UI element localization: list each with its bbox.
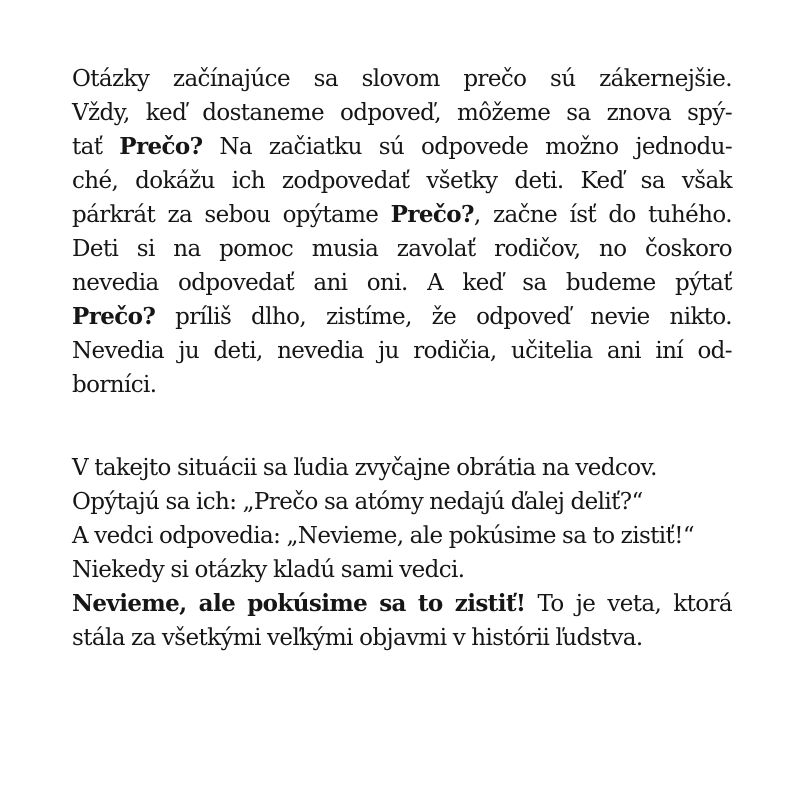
text-line bbox=[72, 300, 732, 334]
word: ktorá bbox=[673, 591, 732, 617]
word: znova bbox=[606, 100, 672, 126]
word: Nevedia bbox=[72, 338, 164, 364]
word: ani bbox=[313, 270, 348, 296]
word: dlho, bbox=[251, 304, 307, 330]
word: zavolať bbox=[396, 236, 476, 262]
text-line bbox=[72, 266, 732, 300]
word: začiatku bbox=[268, 134, 362, 160]
word: Nevieme, bbox=[72, 590, 187, 617]
paragraph-2 bbox=[72, 451, 732, 655]
word: Keď bbox=[580, 168, 624, 194]
word: je bbox=[575, 591, 596, 617]
word: pýtať bbox=[674, 270, 732, 296]
word: Otázky bbox=[72, 66, 150, 92]
word: párkrát bbox=[72, 202, 156, 228]
word: musia bbox=[311, 236, 379, 262]
word: spý- bbox=[687, 100, 732, 126]
word: jednodu- bbox=[635, 134, 732, 160]
word: ísť bbox=[569, 202, 597, 228]
word: odpovedať bbox=[177, 270, 294, 296]
word: nikto. bbox=[669, 304, 732, 330]
text-line bbox=[72, 96, 732, 130]
word: dokážu bbox=[135, 168, 215, 194]
text-line: V takejto situácii sa ľudia zvyčajne obrátia na vedcov. bbox=[72, 455, 657, 481]
word: pokúsime bbox=[247, 590, 368, 617]
word: príliš bbox=[175, 304, 232, 330]
word: ju bbox=[178, 338, 200, 364]
text-line bbox=[72, 130, 732, 164]
word: slovom bbox=[361, 66, 440, 92]
word: učitelia bbox=[510, 338, 593, 364]
word: odpoveď, bbox=[340, 100, 441, 126]
word: Na bbox=[219, 134, 253, 160]
word: nevedia bbox=[277, 338, 364, 364]
word: To bbox=[537, 591, 564, 617]
word: čoskoro bbox=[645, 236, 732, 262]
word: ale bbox=[198, 590, 236, 617]
text-line: Niekedy si otázky kladú sami vedci. bbox=[72, 557, 465, 583]
word: ani bbox=[606, 338, 641, 364]
text-line bbox=[72, 62, 732, 96]
word: tuhého. bbox=[648, 202, 732, 228]
word: rodičov, bbox=[494, 236, 581, 262]
word: Vždy, bbox=[72, 100, 130, 126]
word: Prečo?, bbox=[390, 201, 481, 228]
word: tať bbox=[72, 134, 103, 160]
text-line: stála za všetkými veľkými objavmi v histórii ľudstva. bbox=[72, 625, 643, 651]
text-line bbox=[72, 198, 732, 232]
word: sú bbox=[550, 66, 576, 92]
text-line bbox=[72, 232, 732, 266]
word: zodpovedať bbox=[281, 168, 410, 194]
word: oni. bbox=[366, 270, 408, 296]
word: za bbox=[167, 202, 193, 228]
word: sebou bbox=[204, 202, 271, 228]
text-line: A vedci odpovedia: „Nevieme, ale pokúsime sa to zistiť!“ bbox=[72, 523, 694, 549]
word: to bbox=[417, 590, 443, 617]
word: A bbox=[427, 270, 444, 296]
word: odpovede bbox=[420, 134, 529, 160]
paragraph-1 bbox=[72, 62, 732, 402]
word: keď bbox=[462, 270, 503, 296]
word: rodičia, bbox=[413, 338, 497, 364]
text-page bbox=[72, 62, 732, 655]
word: sa bbox=[379, 590, 406, 617]
word: na bbox=[173, 236, 201, 262]
word: do bbox=[608, 202, 636, 228]
word: ché, bbox=[72, 168, 119, 194]
text-line bbox=[72, 334, 732, 368]
word: sú bbox=[378, 134, 405, 160]
word: ju bbox=[378, 338, 399, 364]
word: Prečo? bbox=[72, 303, 156, 330]
text-line: Opýtajú sa ich: „Prečo sa atómy nedajú ďalej deliť?“ bbox=[72, 489, 643, 515]
word: zákernejšie. bbox=[599, 66, 732, 92]
word: odpoveď bbox=[476, 304, 571, 330]
word: možno bbox=[545, 134, 619, 160]
text-line-last: borníci. bbox=[72, 372, 157, 398]
word: sa bbox=[640, 168, 665, 194]
word: deti, bbox=[213, 338, 263, 364]
word: však bbox=[681, 168, 732, 194]
word: prečo bbox=[463, 66, 527, 92]
word: všetky bbox=[426, 168, 498, 194]
word: sa bbox=[313, 66, 338, 92]
word: od- bbox=[697, 338, 732, 364]
word: opýtame bbox=[282, 202, 379, 228]
word: že bbox=[431, 304, 457, 330]
paragraph-gap bbox=[72, 402, 732, 451]
text-line bbox=[72, 164, 732, 198]
word: sa bbox=[522, 270, 547, 296]
word: deti. bbox=[514, 168, 564, 194]
word: začne bbox=[492, 202, 558, 228]
word: zistíme, bbox=[325, 304, 412, 330]
word: si bbox=[136, 236, 155, 262]
word: nevedia bbox=[72, 270, 159, 296]
word: veta, bbox=[607, 591, 662, 617]
word: môžeme bbox=[457, 100, 551, 126]
word: budeme bbox=[565, 270, 656, 296]
word: dostaneme bbox=[202, 100, 324, 126]
word: nevie bbox=[590, 304, 650, 330]
word: pomoc bbox=[219, 236, 294, 262]
word: keď bbox=[145, 100, 187, 126]
text-line bbox=[72, 587, 732, 621]
word: ich bbox=[231, 168, 265, 194]
word: Prečo? bbox=[119, 133, 203, 160]
word: iní bbox=[655, 338, 684, 364]
word: zistiť! bbox=[454, 590, 526, 617]
word: Deti bbox=[72, 236, 119, 262]
word: začínajúce bbox=[172, 66, 290, 92]
word: no bbox=[599, 236, 627, 262]
word: sa bbox=[566, 100, 591, 126]
